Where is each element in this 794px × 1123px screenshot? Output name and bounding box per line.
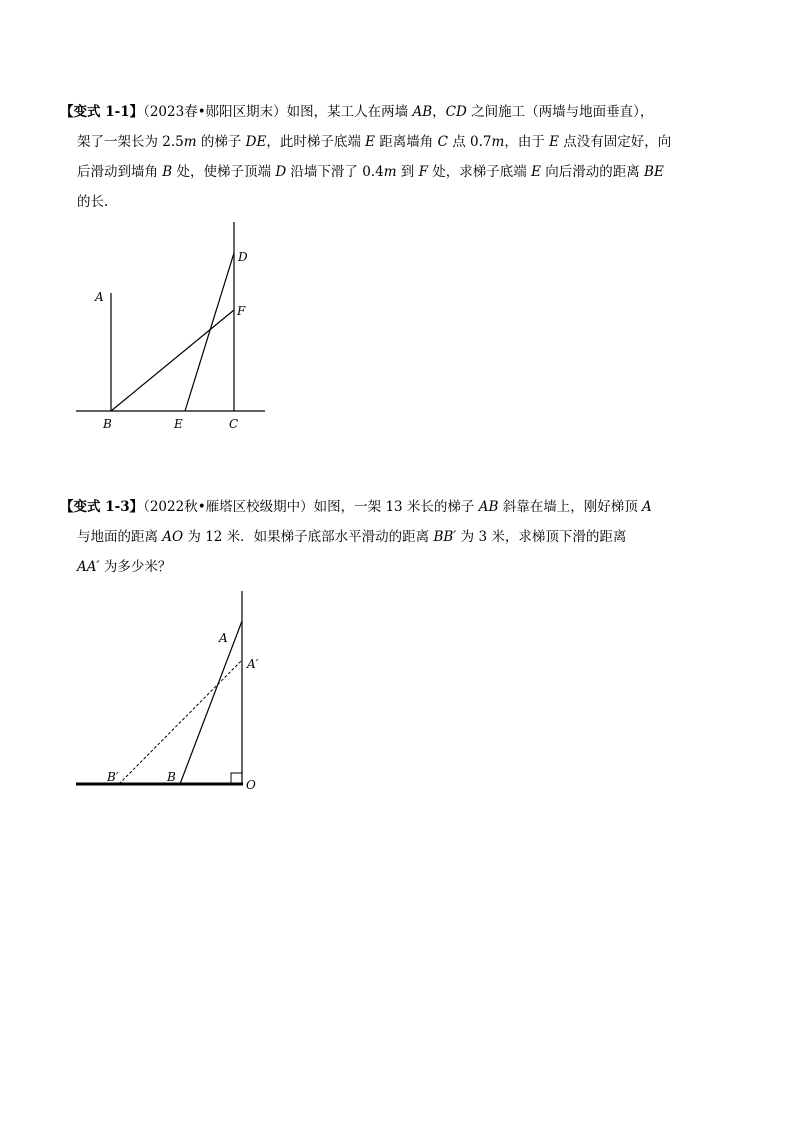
var-ao: AO	[162, 529, 184, 545]
text: 斜靠在墙上，刚好梯顶	[498, 499, 642, 515]
text: ，此时梯子底端	[266, 134, 366, 150]
label-a-prime: A′	[247, 657, 259, 671]
problem-1-tag: 【变式 1-1】	[60, 104, 144, 120]
text: ，	[432, 104, 446, 120]
text: ，由于	[504, 134, 550, 150]
problem-1-line-3	[60, 157, 750, 187]
unit-m: m	[491, 134, 505, 150]
problem-1-source: （2023春•郧阳区期末）	[143, 104, 287, 120]
text: 为 3 米，求梯顶下滑的距离	[456, 529, 627, 545]
label-b: B	[103, 417, 112, 431]
ladder-bf	[111, 310, 234, 411]
label-a: A	[219, 631, 228, 645]
text: 向后滑动的距离	[540, 164, 645, 180]
label-d: D	[238, 250, 248, 264]
label-e: E	[174, 417, 183, 431]
text: 点 0.7	[447, 134, 492, 150]
problem-1-line-4: 的长.	[77, 194, 109, 210]
text: 到	[396, 164, 419, 180]
var-e: E	[365, 134, 376, 150]
var-ab: AB	[478, 499, 499, 515]
text: 点没有固定好，向	[558, 134, 672, 150]
var-bb-prime: BB′	[433, 529, 457, 545]
label-o: O	[246, 778, 256, 792]
unit-m: m	[183, 134, 197, 150]
label-a: A	[95, 290, 104, 304]
text: 架了一架长为 2.5	[77, 134, 184, 150]
label-c: C	[229, 417, 239, 431]
var-d: D	[275, 164, 287, 180]
text: 后滑动到墙角	[77, 164, 163, 180]
text: 的梯子	[196, 134, 246, 150]
problem-1	[60, 97, 750, 217]
ladder-de	[185, 253, 234, 411]
ladder-a-prime-b-prime	[119, 660, 242, 784]
problem-2-source: （2022秋•雁塔区校级期中）	[143, 499, 314, 515]
problem-2-line-2	[60, 522, 750, 552]
unit-m: m	[383, 164, 397, 180]
problem-2-line-3	[60, 552, 750, 582]
text: 沿墙下滑了 0.4	[286, 164, 384, 180]
var-be: BE	[644, 164, 664, 180]
label-b: B	[167, 770, 176, 784]
text: 如图，某工人在两墙	[286, 104, 413, 120]
var-aa-prime: AA′	[77, 559, 100, 575]
text: 如图，一架 13 米长的梯子	[313, 499, 479, 515]
var-e: E	[549, 134, 559, 150]
var-cd: CD	[445, 104, 467, 120]
text: 为多少米？	[99, 559, 172, 575]
problem-1-line-2	[60, 127, 750, 157]
text: 之间施工（两墙与地面垂直），	[466, 104, 654, 120]
problem-2-tag: 【变式 1-3】	[60, 499, 144, 515]
var-f: F	[418, 164, 428, 180]
problem-1-line-1	[60, 97, 750, 127]
text: 与地面的距离	[77, 529, 163, 545]
label-f: F	[237, 304, 246, 318]
text: 为 12 米．如果梯子底部水平滑动的距离	[183, 529, 434, 545]
var-ab: AB	[412, 104, 433, 120]
problem-2	[60, 492, 750, 582]
var-de: DE	[245, 134, 267, 150]
text: 处，使梯子顶端	[172, 164, 276, 180]
text: 距离墙角	[375, 134, 438, 150]
var-e: E	[531, 164, 541, 180]
label-b-prime: B′	[107, 770, 119, 784]
problem-2-line-1	[60, 492, 750, 522]
var-a: A	[642, 499, 652, 515]
var-b: B	[162, 164, 173, 180]
text: 处，求梯子底端	[427, 164, 532, 180]
ladder-ab	[180, 621, 242, 784]
right-angle-mark	[231, 773, 242, 784]
var-c: C	[437, 134, 448, 150]
